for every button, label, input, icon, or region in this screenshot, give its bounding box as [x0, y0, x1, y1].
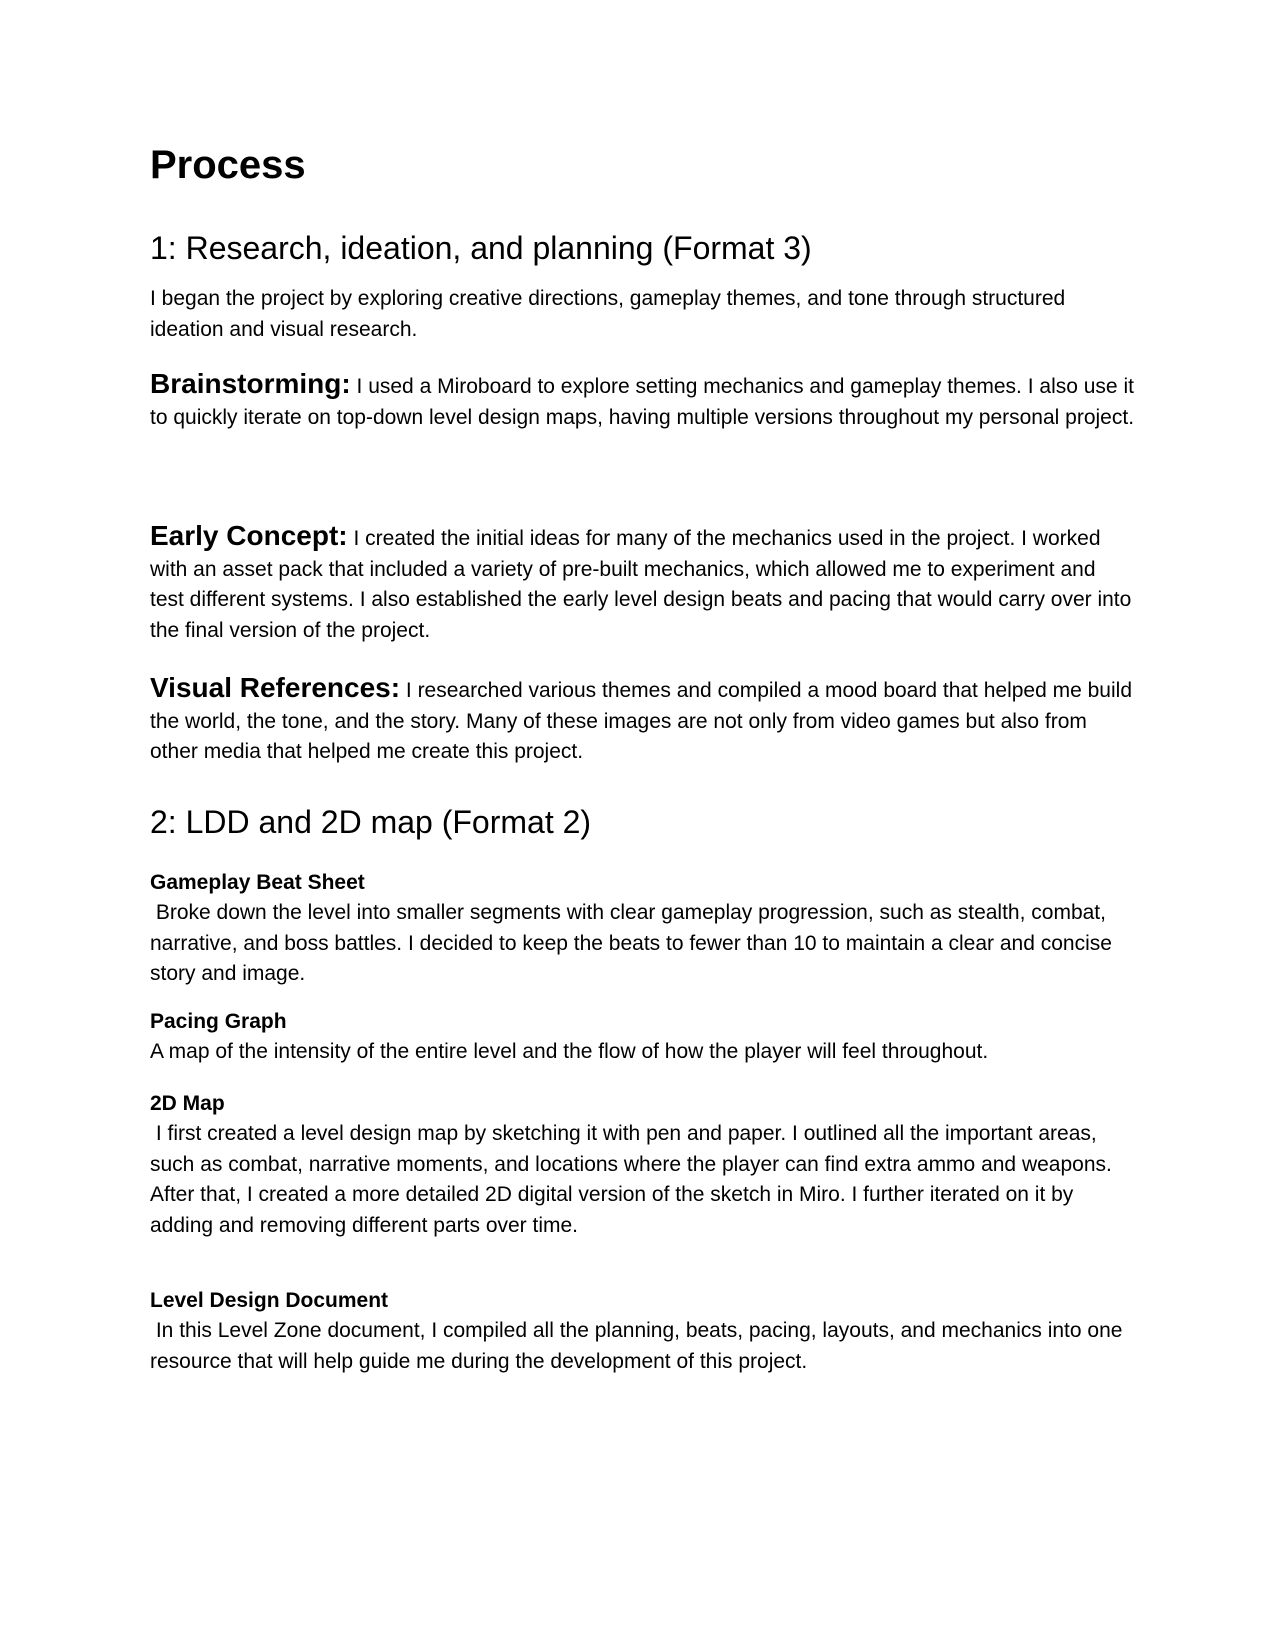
section-intro-paragraph: I began the project by exploring creative directions, gameplay themes, and tone through structured ideation and visual research. — [150, 287, 1066, 341]
section-heading-research: 1: Research, ideation, and planning (Format 3) — [150, 230, 812, 266]
map-2d-heading: 2D Map — [150, 1092, 225, 1115]
visual-references-label: Visual References: — [150, 672, 401, 703]
map-2d-text: I first created a level design map by sketching it with pen and paper. I outlined all the important areas, such as combat, narrative moments, and locations where the player can find extra ammo and weapons. After that, I created a more detailed 2D digital version of the sketch in Miro. I further iterated on it by adding and removing different parts over time. — [150, 1122, 1117, 1237]
brainstorming-label: Brainstorming: — [150, 368, 351, 399]
visual-references-paragraph — [150, 673, 1135, 768]
ldd-heading: Level Design Document — [150, 1289, 389, 1312]
brainstorming-text: I used a Miroboard to explore setting mechanics and gameplay themes. I also use it to quickly iterate on top-down level design maps, having multiple versions throughout my personal project. — [150, 375, 1135, 429]
beat-sheet-text: Broke down the level into smaller segments with clear gameplay progression, such as stealth, combat, narrative, and boss battles. I decided to keep the beats to fewer than 10 to maintain a clear and concise story and image. — [150, 901, 1118, 985]
section-heading-ldd: 2: LDD and 2D map (Format 2) — [150, 804, 592, 840]
beat-sheet-heading: Gameplay Beat Sheet — [150, 871, 365, 894]
ldd-block — [150, 1286, 1135, 1377]
pacing-graph-text: A map of the intensity of the entire level and the flow of how the player will feel throughout. — [150, 1040, 989, 1063]
pacing-graph-heading: Pacing Graph — [150, 1010, 287, 1033]
visual-references-text: I researched various themes and compiled a mood board that helped me build the world, the tone, and the story. Many of these images are not only from video games but also from other media that helped me create this project. — [150, 679, 1132, 763]
beat-sheet-block — [150, 868, 1135, 990]
brainstorming-paragraph — [150, 369, 1135, 433]
page-title: Process — [150, 143, 306, 187]
early-concept-paragraph — [150, 521, 1135, 646]
pacing-graph-block — [150, 1007, 1135, 1068]
early-concept-text: I created the initial ideas for many of the mechanics used in the project. I worked with an asset pack that included a variety of pre-built mechanics, which allowed me to experiment and test different systems. I also established the early level design beats and pacing that would carry over into the final version of the project. — [150, 527, 1132, 642]
early-concept-label: Early Concept: — [150, 520, 348, 551]
ldd-text: In this Level Zone document, I compiled all the planning, beats, pacing, layouts, and mechanics into one resource that will help guide me during the development of this project. — [150, 1319, 1129, 1373]
map-2d-block — [150, 1089, 1135, 1241]
